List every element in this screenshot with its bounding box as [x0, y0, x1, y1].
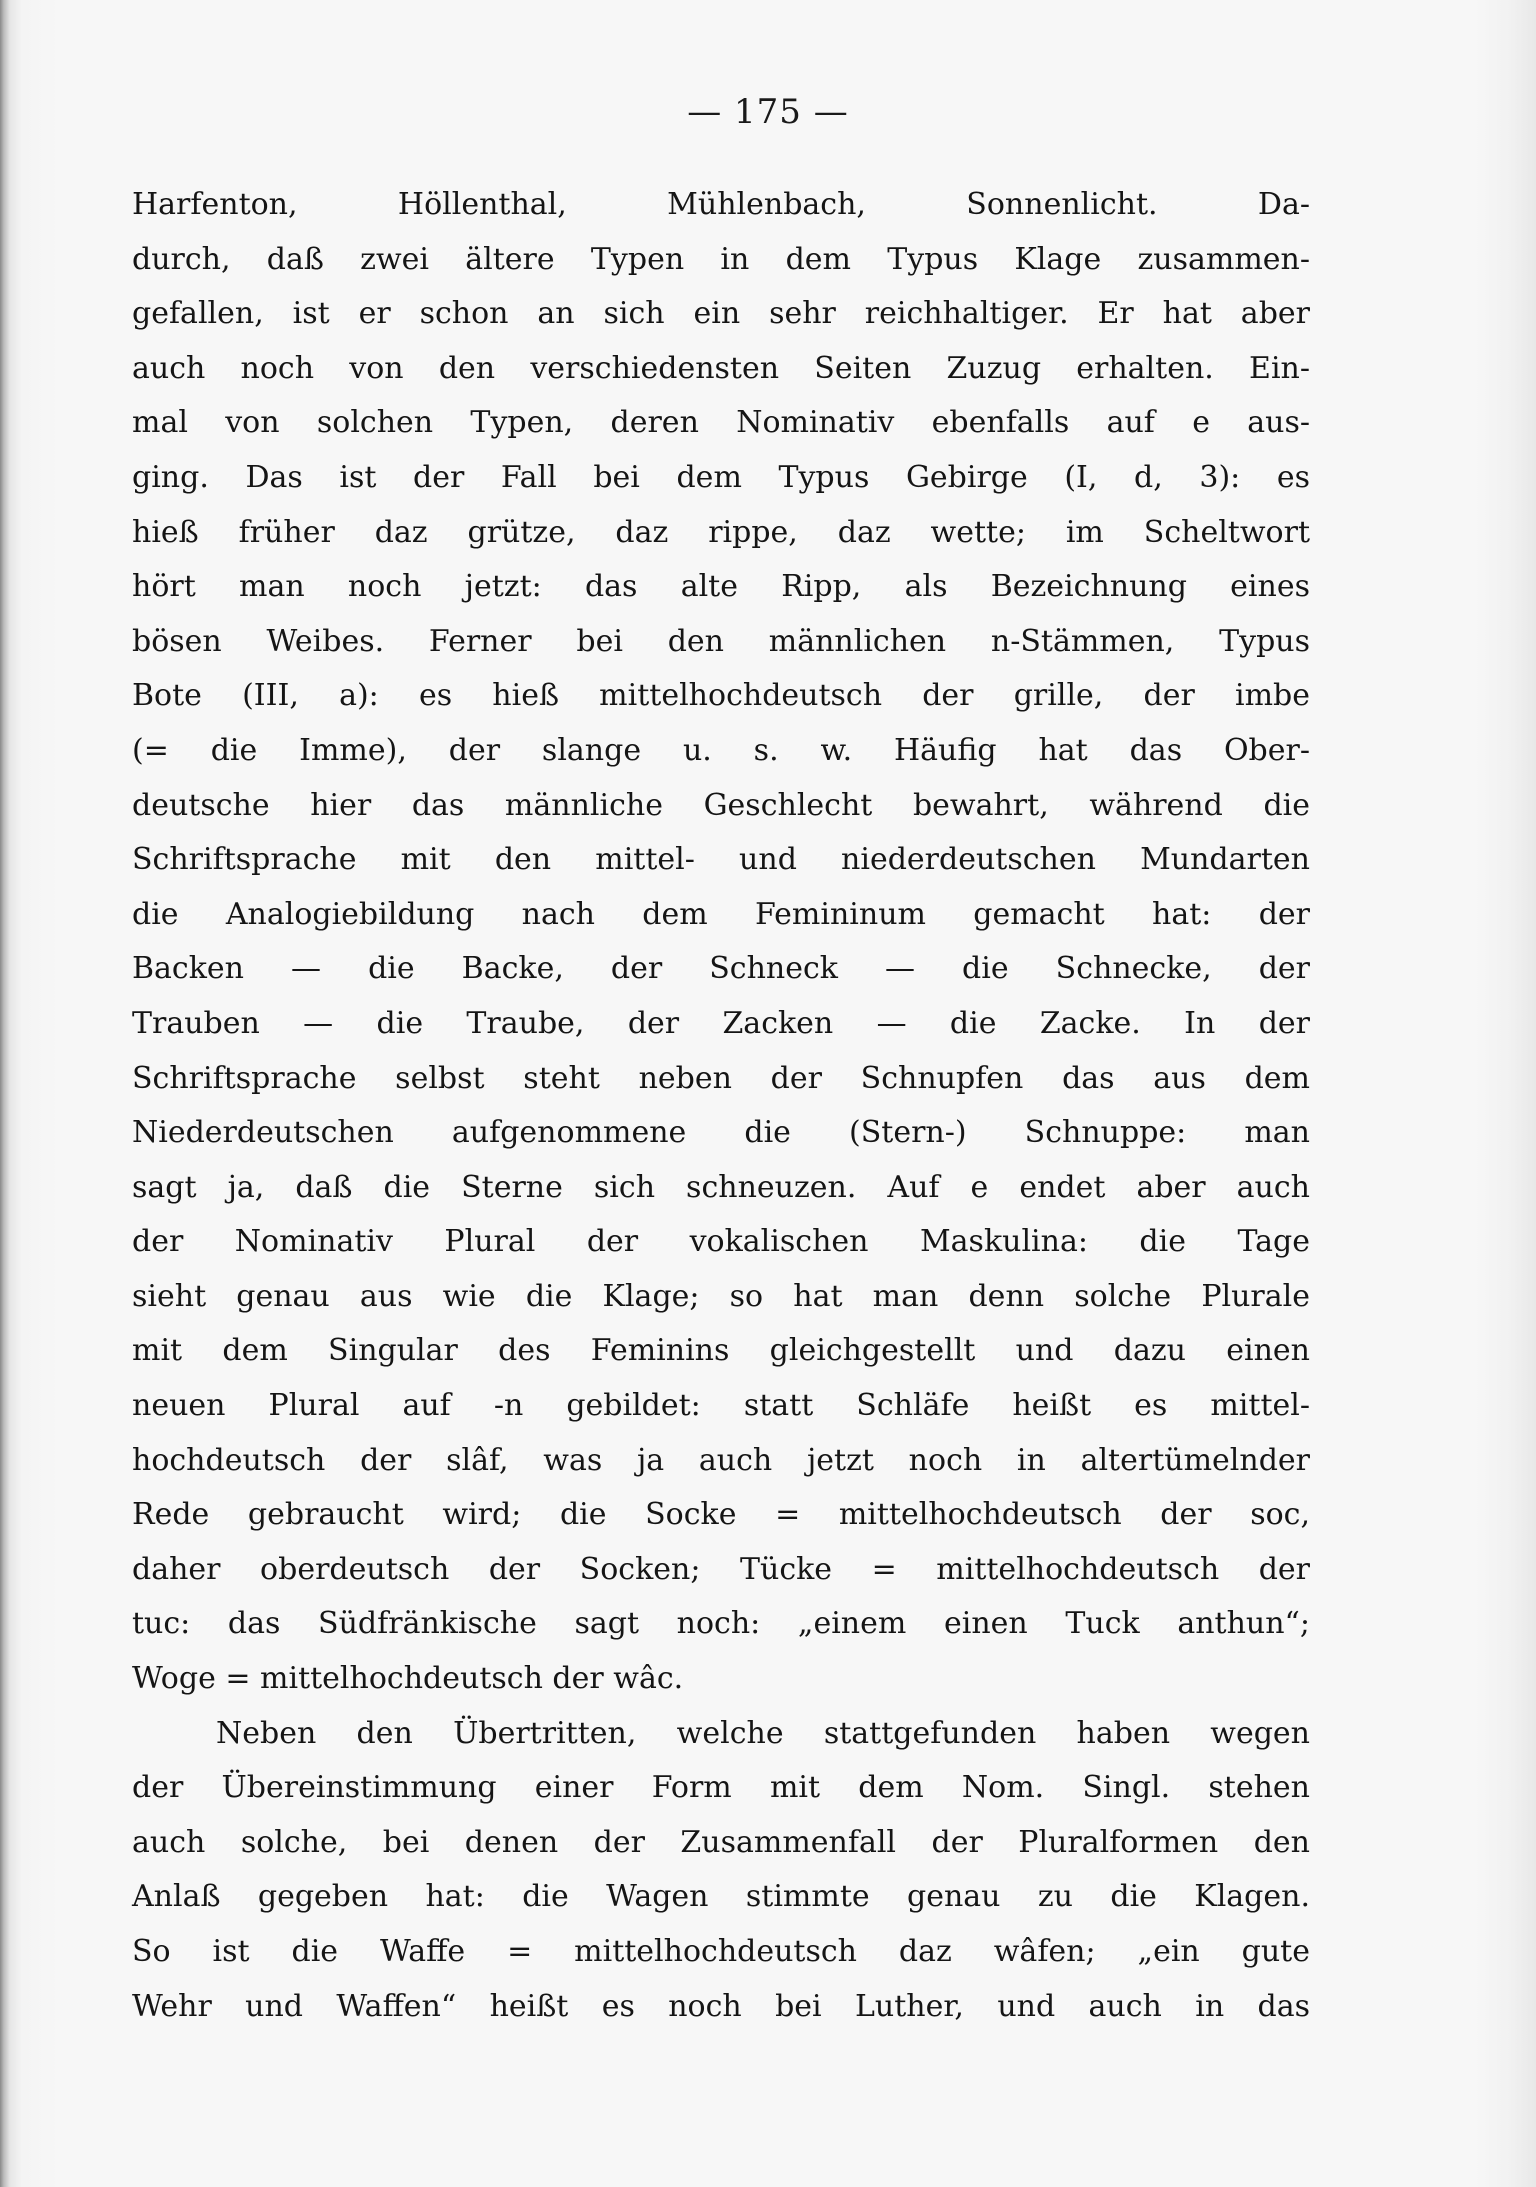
- text-line: Schriftsprache mit den mittel- und niederdeutschen Mundarten: [132, 842, 1310, 878]
- text-line: Harfenton, Höllenthal, Mühlenbach, Sonnenlicht. Da-: [132, 187, 1310, 222]
- text-line: sieht genau aus wie die Klage; so hat man denn solche Plurale: [132, 1278, 1310, 1314]
- text-line: Trauben — die Traube, der Zacken — die Zacke. In der: [132, 1005, 1310, 1041]
- text-line: Backen — die Backe, der Schneck — die Schnecke, der: [132, 951, 1310, 987]
- text-line: auch solche, bei denen der Zusammenfall der Pluralformen den: [132, 1824, 1310, 1860]
- text-line: Rede gebraucht wird; die Socke = mittelhochdeutsch der soc,: [132, 1497, 1310, 1533]
- text-line: tuc: das Südfränkische sagt noch: „einem einen Tuck anthun“;: [132, 1606, 1310, 1642]
- body-text: [132, 178, 1310, 2034]
- text-line: auch noch von den verschiedensten Seiten Zuzug erhalten. Ein-: [132, 350, 1310, 386]
- text-line: bösen Weibes. Ferner bei den männlichen n-Stämmen, Typus: [132, 623, 1310, 659]
- text-line: durch, daß zwei ältere Typen in dem Typus Klage zusammen-: [132, 241, 1310, 277]
- text-line: Anlaß gegeben hat: die Wagen stimmte genau zu die Klagen.: [132, 1879, 1310, 1915]
- text-line: die Analogiebildung nach dem Femininum gemacht hat: der: [132, 896, 1310, 932]
- text-line: (= die Imme), der slange u. s. w. Häufig hat das Ober-: [132, 732, 1310, 768]
- text-line: So ist die Waffe = mittelhochdeutsch daz wâfen; „ein gute: [132, 1934, 1310, 1969]
- text-line: gefallen, ist er schon an sich ein sehr reichhaltiger. Er hat aber: [132, 296, 1310, 332]
- text-line: der Übereinstimmung einer Form mit dem Nom. Singl. stehen: [132, 1770, 1310, 1806]
- text-line: ging. Das ist der Fall bei dem Typus Gebirge (I, d, 3): es: [132, 459, 1310, 495]
- page-number: — 175 —: [687, 92, 849, 132]
- text-line: Schriftsprache selbst steht neben der Schnupfen das aus dem: [132, 1060, 1310, 1096]
- text-line: Niederdeutschen aufgenommene die (Stern-) Schnuppe: man: [132, 1115, 1310, 1151]
- text-line-paragraph-start: Neben den Übertritten, welche stattgefunden haben wegen: [216, 1715, 1310, 1751]
- text-line: hochdeutsch der slâf, was ja auch jetzt noch in altertümelnder: [132, 1442, 1310, 1478]
- text-line: deutsche hier das männliche Geschlecht bewahrt, während die: [132, 787, 1310, 823]
- text-line: daher oberdeutsch der Socken; Tücke = mittelhochdeutsch der: [132, 1551, 1310, 1587]
- text-line: sagt ja, daß die Sterne sich schneuzen. Auf e endet aber auch: [132, 1169, 1310, 1205]
- text-line: mit dem Singular des Feminins gleichgestellt und dazu einen: [132, 1333, 1310, 1369]
- text-line: hieß früher daz grütze, daz rippe, daz wette; im Scheltwort: [132, 514, 1310, 550]
- text-line: Bote (III, a): es hieß mittelhochdeutsch der grille, der imbe: [132, 678, 1310, 714]
- text-line: der Nominativ Plural der vokalischen Maskulina: die Tage: [132, 1224, 1310, 1260]
- text-line: hört man noch jetzt: das alte Ripp, als Bezeichnung eines: [132, 569, 1310, 605]
- text-line-paragraph-end: Woge = mittelhochdeutsch der wâc.: [132, 1661, 684, 1697]
- text-line: Wehr und Waffen“ heißt es noch bei Luther, und auch in das: [132, 1988, 1310, 2024]
- text-line: mal von solchen Typen, deren Nominativ ebenfalls auf e aus-: [132, 405, 1310, 441]
- text-line: neuen Plural auf -n gebildet: statt Schläfe heißt es mittel-: [132, 1388, 1310, 1424]
